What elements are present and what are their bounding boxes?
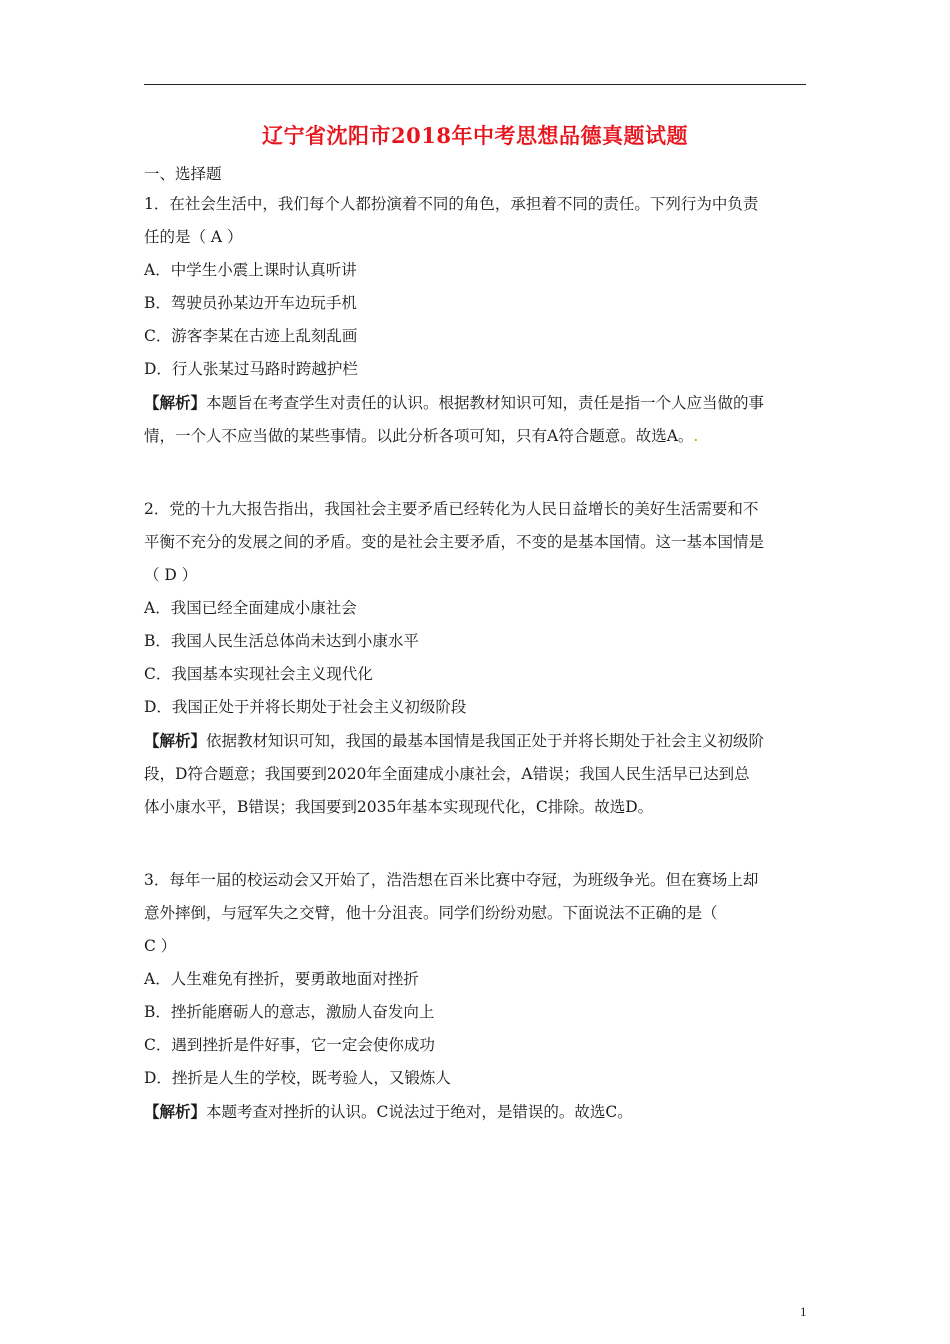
analysis: 段，D符合题意；我国要到2020年全面建成小康社会，A错误；我国人民生活早已达到总 bbox=[144, 765, 750, 783]
option-a: A．我国已经全面建成小康社会 bbox=[144, 599, 357, 617]
analysis-text: ，一个人 bbox=[159, 427, 222, 445]
question-1 bbox=[144, 188, 808, 453]
option-c: C．遇到挫折是件好事，它一定会使你成功 bbox=[144, 1036, 435, 1054]
analysis-label: 【解析】 bbox=[144, 1102, 207, 1121]
option-a: A．中学生小震上课时认真听讲 bbox=[144, 261, 357, 279]
margin-mark: . bbox=[693, 427, 699, 445]
analysis: 体小康水平，B错误；我国要到2035年基本实现现代化，C排除。故选D。 bbox=[144, 798, 654, 816]
analysis-text: 依据教材知识可知，我国的最基本国情是我国正处于并将长期处于社会主义初级阶 bbox=[206, 732, 765, 750]
question-3 bbox=[144, 864, 808, 1129]
analysis-text: 情 bbox=[144, 427, 160, 445]
analysis-text: ，是错误的。故选C。 bbox=[481, 1103, 633, 1121]
section-heading: 一、选择题 bbox=[144, 165, 222, 183]
question-2 bbox=[144, 493, 808, 824]
option-d: D．挫折是人生的学校，既考验人，又锻炼人 bbox=[144, 1069, 451, 1087]
analysis bbox=[144, 724, 808, 758]
question-text: 1．在社会生活中，我们每个人都扮演着不同的角色，承担着不同的责任。下列行为中负责 bbox=[144, 195, 759, 213]
option-b: B．挫折能磨砺人的意志，激励人奋发向上 bbox=[144, 1003, 435, 1021]
page-title: 辽宁省沈阳市2018年中考思想品德真题试题 bbox=[262, 123, 688, 148]
option-c: C．我国基本实现社会主义现代化 bbox=[144, 665, 373, 683]
analysis-text: 本题旨在考查学生对责任的认识。根据教材知识可知，责任是指一个人应当做的事 bbox=[206, 394, 765, 412]
analysis bbox=[144, 1095, 808, 1129]
question-text: （ D ） bbox=[144, 566, 198, 584]
analysis-label: 【解析】 bbox=[144, 731, 207, 750]
option-a: A．人生难免有挫折，要勇敢地面对挫折 bbox=[144, 970, 419, 988]
option-b: B．我国人民生活总体尚未达到小康水平 bbox=[144, 632, 419, 650]
option-d: D．我国正处于并将长期处于社会主义初级阶段 bbox=[144, 698, 467, 716]
analysis-text: 本题考查对挫折的认识。C说法过于绝对 bbox=[206, 1103, 482, 1121]
analysis-label: 【解析】 bbox=[144, 393, 207, 412]
option-c: C．游客李某在古迹上乱刻乱画 bbox=[144, 327, 358, 345]
question-text: 任的是（ A ） bbox=[144, 228, 243, 246]
analysis-text: 不应当做的某些事情。以此分析各项可知，只有A符合题意。故选A。 bbox=[221, 427, 694, 445]
page-number: 1 bbox=[800, 1304, 807, 1319]
option-d: D．行人张某过马路时跨越护栏 bbox=[144, 360, 358, 378]
option-b: B．驾驶员孙某边开车边玩手机 bbox=[144, 294, 357, 312]
header-rule bbox=[144, 84, 806, 85]
question-text: 3．每年一届的校运动会又开始了，浩浩想在百米比赛中夺冠，为班级争光。但在赛场上却 bbox=[144, 871, 759, 889]
question-text: 2．党的十九大报告指出，我国社会主要矛盾已经转化为人民日益增长的美好生活需要和不 bbox=[144, 500, 759, 518]
question-text: C ） bbox=[144, 937, 177, 955]
analysis bbox=[144, 420, 808, 453]
document-body bbox=[144, 160, 808, 1129]
analysis bbox=[144, 386, 808, 420]
question-text: 意外摔倒，与冠军失之交臂，他十分沮丧。同学们纷纷劝慰。下面说法不正确的是（ bbox=[144, 904, 718, 922]
question-text: 平衡不充分的发展之间的矛盾。变的是社会主要矛盾，不变的是基本国情。这一基本国情是 bbox=[144, 533, 765, 551]
